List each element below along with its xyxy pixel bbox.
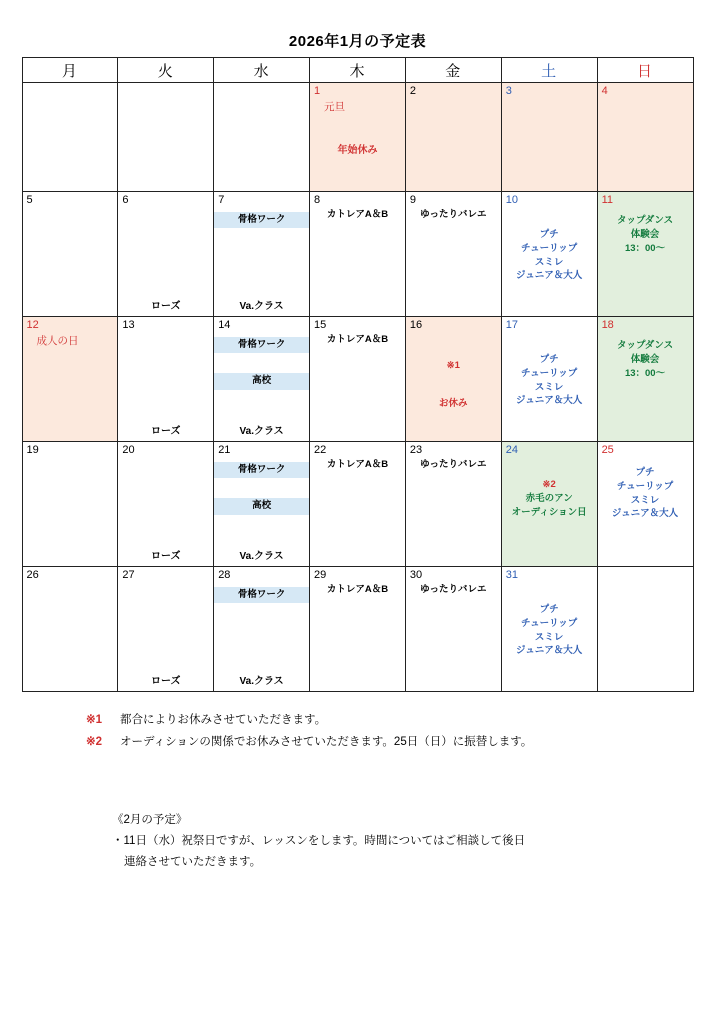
day-cell-empty-3	[214, 83, 310, 192]
event-17-line-2: チューリップ	[520, 367, 578, 379]
event-31-line-1: プチ	[539, 604, 559, 615]
footnote-1-mark: ※1	[86, 714, 103, 726]
day-number-14: 14	[218, 319, 231, 331]
weekday-header-sat: 土	[501, 58, 597, 83]
event-21-kokkaku: 骨格ワーク	[214, 462, 309, 478]
february-section	[0, 810, 715, 874]
event-15-cattleya: カトレアA＆B	[326, 334, 389, 345]
event-9-yuttari: ゆったりバレエ	[420, 209, 487, 220]
event-25-line-3: スミレ	[630, 494, 660, 506]
day-number-22: 22	[314, 444, 327, 456]
event-24-line-2: 赤毛のアン	[525, 492, 573, 504]
day-number-13: 13	[122, 319, 135, 331]
day-cell-30	[405, 567, 501, 692]
day-number-19: 19	[26, 444, 39, 456]
event-21-va: Va.クラス	[239, 551, 284, 562]
event-25-line-2: チューリップ	[616, 480, 674, 492]
calendar-week-1	[22, 83, 693, 192]
day-number-27: 27	[122, 569, 135, 581]
event-8-cattleya: カトレアA＆B	[326, 209, 389, 220]
day-cell-27	[118, 567, 214, 692]
day-number-15: 15	[314, 319, 327, 331]
event-31-line-2: チューリップ	[520, 617, 578, 629]
february-line-1: ・11日（水）祝祭日ですが、レッスンをします。時間についてはご相談して後日	[112, 834, 526, 847]
day-cell-23	[405, 442, 501, 567]
day-cell-empty-2	[118, 83, 214, 192]
day-cell-7	[214, 192, 310, 317]
day-number-1: 1	[314, 85, 321, 97]
day-cell-13	[118, 317, 214, 442]
day-cell-24	[501, 442, 597, 567]
day-number-24: 24	[505, 444, 518, 456]
day-cell-29	[310, 567, 406, 692]
day-cell-18	[597, 317, 693, 442]
day-cell-16	[405, 317, 501, 442]
calendar-table	[22, 57, 694, 692]
schedule-page	[0, 30, 715, 1030]
event-24-line-3: オーディション日	[511, 506, 587, 518]
day-number-28: 28	[218, 569, 231, 581]
day-cell-5	[22, 192, 118, 317]
day-number-16: 16	[409, 319, 423, 331]
event-14-va: Va.クラス	[239, 426, 284, 437]
day-number-5: 5	[26, 194, 33, 206]
event-20-rose: ローズ	[151, 551, 181, 562]
day-number-7: 7	[218, 194, 225, 206]
day-number-11: 11	[601, 194, 613, 206]
weekday-header-mon: 月	[22, 58, 118, 83]
event-11-line-2: 体験会	[630, 228, 660, 240]
day-number-4: 4	[601, 85, 608, 97]
event-18-line-2: 体験会	[630, 353, 660, 365]
day-cell-9	[405, 192, 501, 317]
day-cell-22	[310, 442, 406, 567]
weekday-header-tue: 火	[118, 58, 214, 83]
day-number-23: 23	[409, 444, 423, 456]
day-number-17: 17	[505, 319, 518, 331]
holiday-label-1: 元旦	[324, 101, 346, 113]
day-cell-3	[501, 83, 597, 192]
event-6-rose: ローズ	[151, 301, 181, 312]
event-17-line-3: スミレ	[534, 381, 564, 393]
day-number-31: 31	[505, 569, 518, 581]
event-10-line-1: プチ	[539, 229, 559, 240]
day-cell-21	[214, 442, 310, 567]
day-number-3: 3	[505, 85, 512, 97]
event-10-line-3: スミレ	[534, 256, 564, 268]
february-line-2: 連絡させていただきます。	[124, 856, 262, 869]
holiday-label-12: 成人の日	[36, 335, 79, 347]
day-number-18: 18	[601, 319, 614, 331]
weekday-header-thu: 木	[310, 58, 406, 83]
event-22-cattleya: カトレアA＆B	[326, 459, 389, 470]
page-title: 2026年1月の予定表	[288, 33, 427, 50]
day-number-29: 29	[314, 569, 327, 581]
event-25-line-1: プチ	[635, 467, 655, 478]
day-cell-6	[118, 192, 214, 317]
event-21-koukou: 高校	[214, 498, 309, 514]
event-14-koukou: 高校	[214, 373, 309, 389]
event-18-line-1: タップダンス	[616, 340, 674, 351]
event-11-line-3: 13：00〜	[624, 242, 666, 254]
footnote-2-text: オーディションの関係でお休みさせていただきます。25日（日）に振替します。	[120, 735, 533, 748]
event-14-kokkaku: 骨格ワーク	[214, 337, 309, 353]
event-25-line-4: ジュニア＆大人	[611, 508, 679, 520]
event-24-note-mark: ※2	[542, 479, 556, 490]
event-30-yuttari: ゆったりバレエ	[420, 584, 487, 595]
day-number-26: 26	[26, 569, 39, 581]
day-cell-26	[22, 567, 118, 692]
event-17-line-4: ジュニア＆大人	[515, 395, 583, 407]
event-28-kokkaku: 骨格ワーク	[214, 587, 309, 603]
footnote-1-text: 都合によりお休みさせていただきます。	[120, 714, 327, 726]
weekday-header-fri: 金	[405, 58, 501, 83]
event-28-va: Va.クラス	[239, 676, 284, 687]
event-29-cattleya: カトレアA＆B	[326, 584, 389, 595]
event-16-note-mark: ※1	[446, 360, 460, 371]
day-cell-11	[597, 192, 693, 317]
event-23-yuttari: ゆったりバレエ	[420, 459, 487, 470]
event-13-rose: ローズ	[151, 426, 181, 437]
day-cell-1	[310, 83, 406, 192]
day-number-21: 21	[218, 444, 231, 456]
event-31-line-3: スミレ	[534, 631, 564, 643]
day-cell-10	[501, 192, 597, 317]
day-number-20: 20	[122, 444, 135, 456]
day-cell-empty-1	[22, 83, 118, 192]
weekday-header-sun: 日	[597, 58, 693, 83]
event-7-kokkaku: 骨格ワーク	[214, 212, 309, 228]
event-10-line-4: ジュニア＆大人	[515, 270, 583, 282]
footnote-2	[86, 732, 715, 754]
day-number-10: 10	[505, 194, 518, 206]
weekday-header-wed: 水	[214, 58, 310, 83]
day-number-2: 2	[409, 85, 416, 97]
event-10-line-2: チューリップ	[520, 242, 578, 254]
day-cell-4	[597, 83, 693, 192]
calendar-week-3	[22, 317, 693, 442]
calendar-week-2	[22, 192, 693, 317]
february-heading: 《2月の予定》	[112, 813, 188, 826]
day-cell-8	[310, 192, 406, 317]
weekday-header-row	[22, 58, 693, 83]
event-31-line-4: ジュニア＆大人	[515, 645, 583, 657]
day-number-30: 30	[409, 569, 423, 581]
newyear-band-label: 年始休み	[337, 145, 378, 156]
day-cell-2	[405, 83, 501, 192]
day-cell-empty-4	[597, 567, 693, 692]
calendar-week-5	[22, 567, 693, 692]
day-cell-17	[501, 317, 597, 442]
day-number-8: 8	[314, 194, 321, 206]
footnote-2-mark: ※2	[86, 735, 103, 748]
event-11-line-1: タップダンス	[616, 215, 674, 226]
event-18-line-3: 13：00〜	[624, 367, 666, 379]
day-number-9: 9	[409, 194, 416, 206]
event-7-va: Va.クラス	[239, 301, 284, 312]
day-cell-31	[501, 567, 597, 692]
footnote-1	[86, 710, 715, 732]
day-number-12: 12	[26, 319, 39, 331]
day-number-6: 6	[122, 194, 129, 206]
event-27-rose: ローズ	[151, 676, 181, 687]
event-16-oyasumi: お休み	[439, 397, 468, 409]
day-cell-12	[22, 317, 118, 442]
day-cell-20	[118, 442, 214, 567]
day-cell-15	[310, 317, 406, 442]
day-cell-28	[214, 567, 310, 692]
day-cell-19	[22, 442, 118, 567]
footnotes	[0, 710, 715, 754]
calendar-week-4	[22, 442, 693, 567]
day-cell-14	[214, 317, 310, 442]
day-cell-25	[597, 442, 693, 567]
day-number-25: 25	[601, 444, 614, 456]
event-17-line-1: プチ	[539, 354, 559, 365]
